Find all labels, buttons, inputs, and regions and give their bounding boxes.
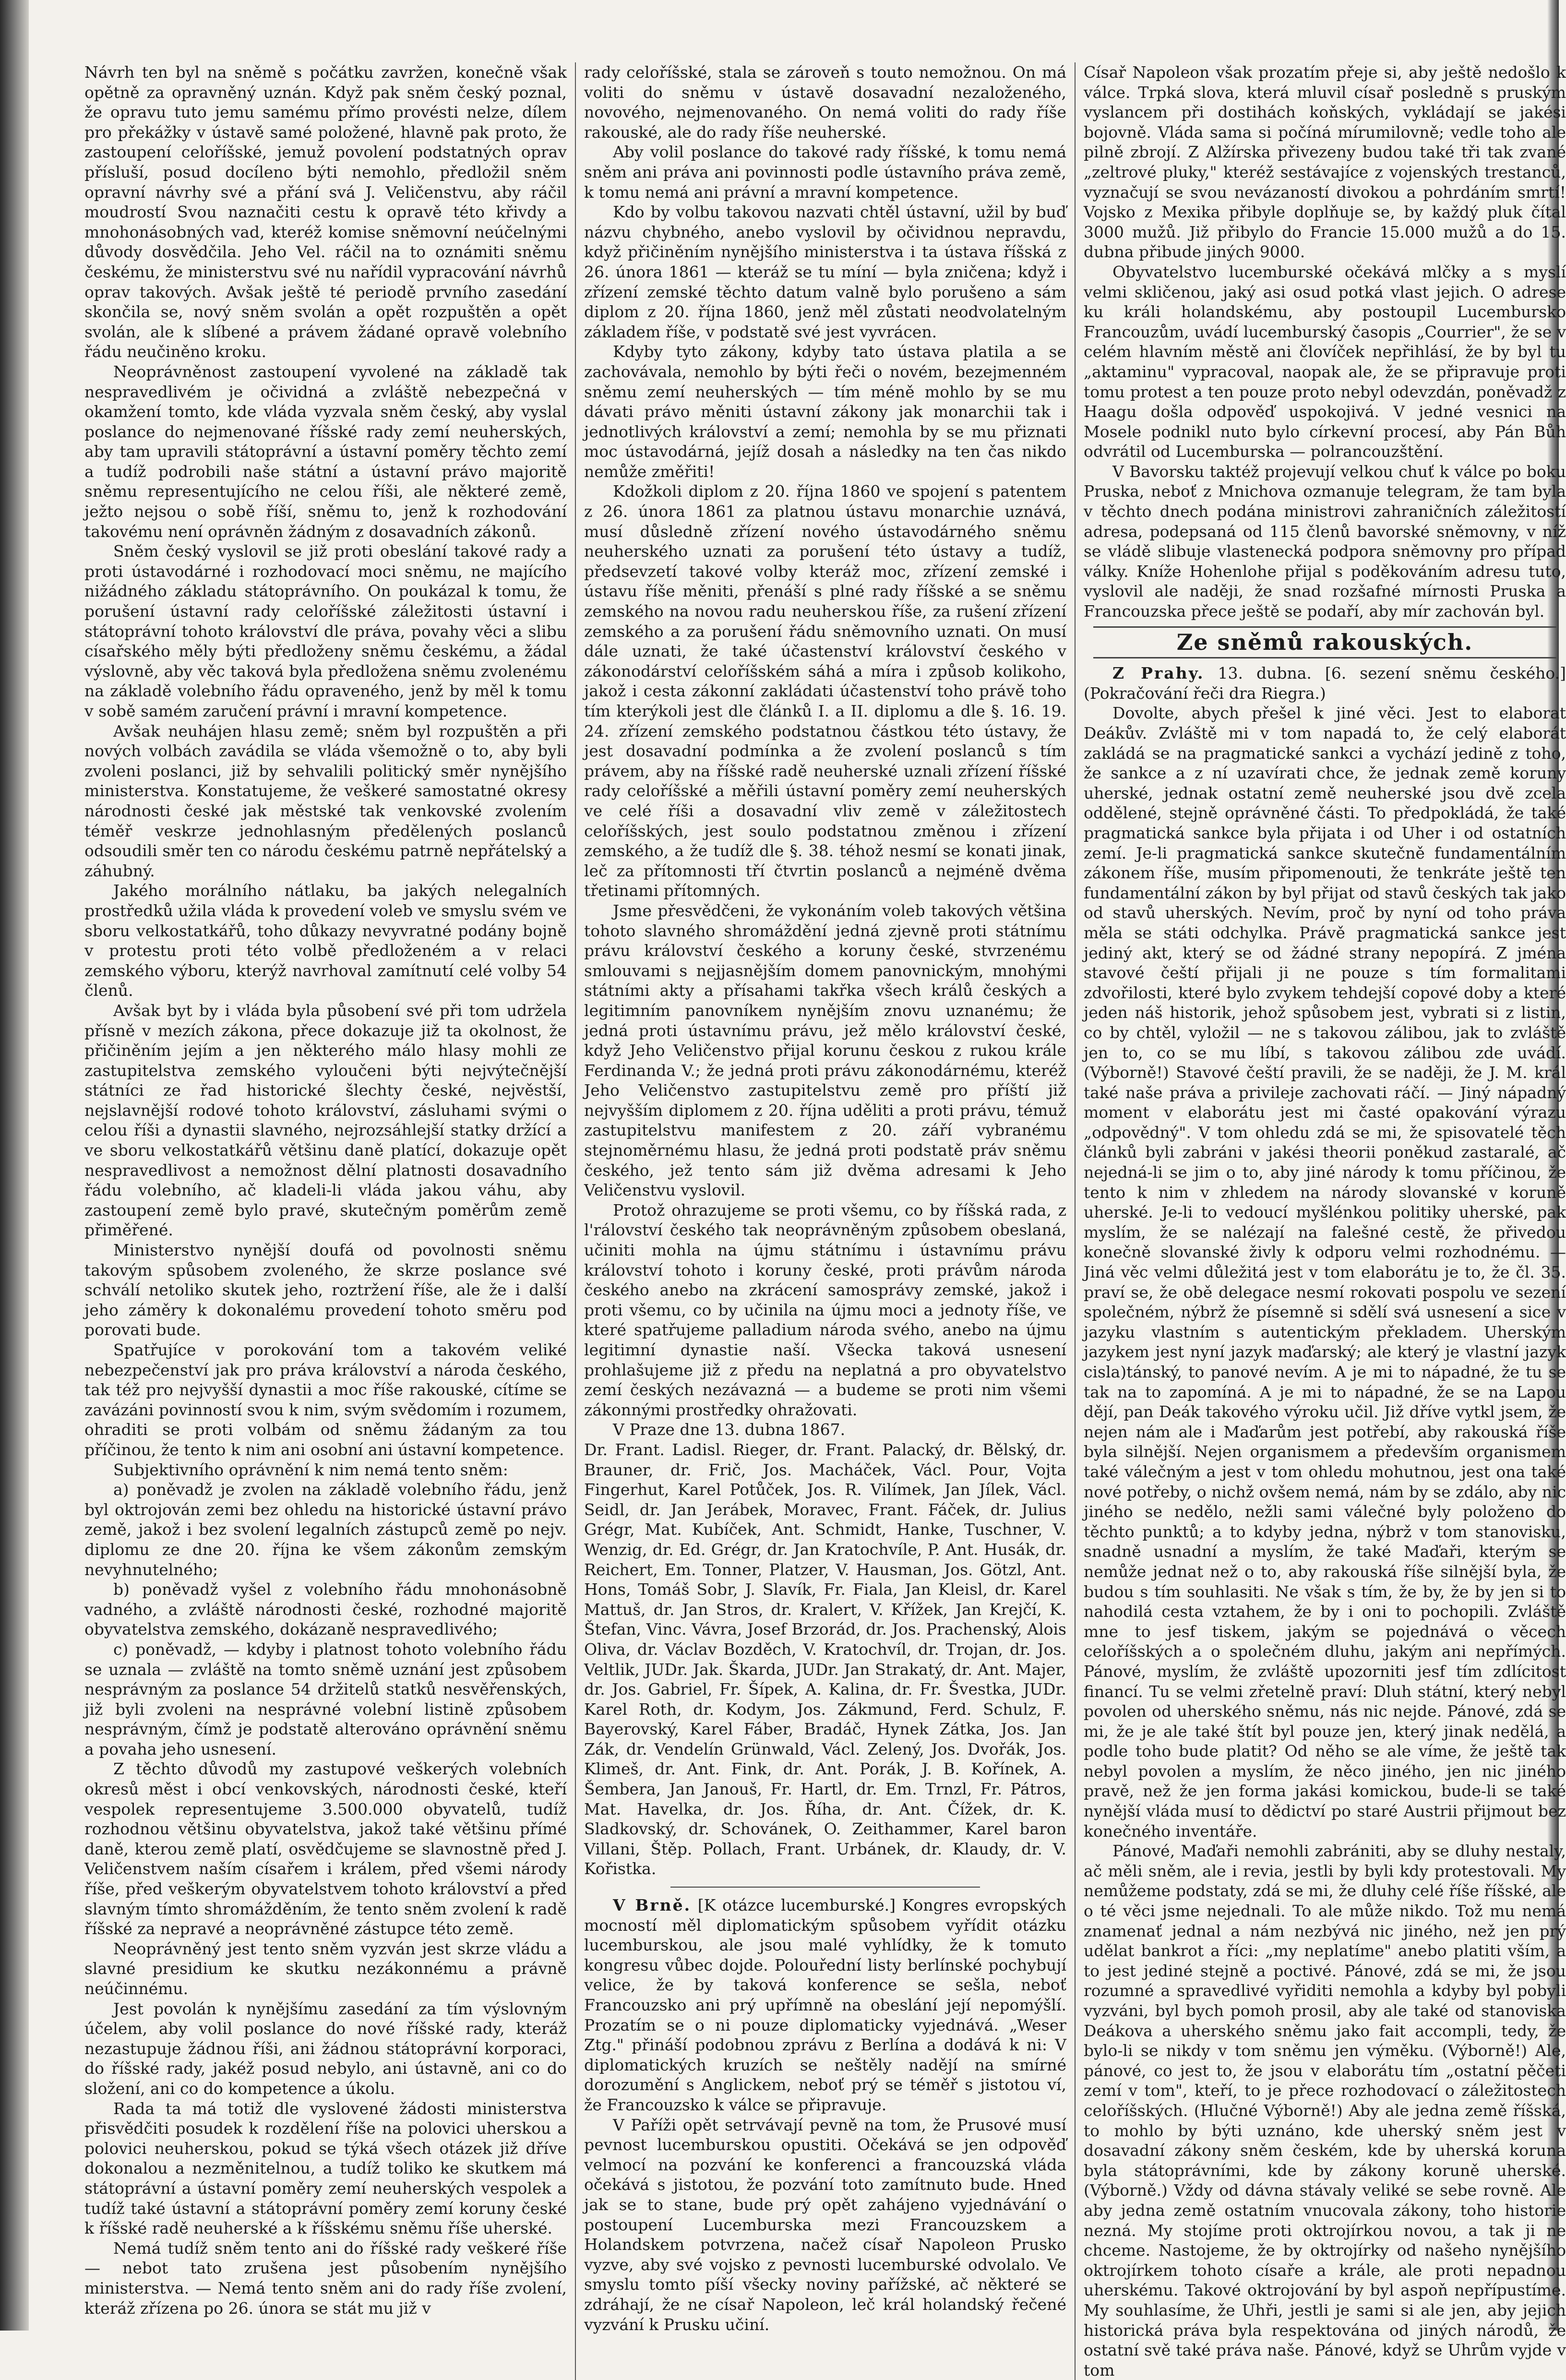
praha-report-intro xyxy=(1084,663,1566,703)
page-scan-shadow-left xyxy=(0,0,29,2331)
section-divider xyxy=(670,1887,980,1888)
paragraph: Nemá tudíž sněm tento ani do říšské rady veškeré říše — nebot tato zrušena jest působením nynějšího ministerstva. — Nemá tento sněm ani do rady říše zvolení, kteráž zřízena po 26. února se stát mu již v xyxy=(84,2238,567,2318)
paragraph: V Paříži opět setrvávají pevně na tom, že Prusové musí pevnost lucemburskou opustiti. Očekává se jen odpověď velmocí na pozvání ke konferenci a francouzská vláda očekává s jistotou, že pozvání toto zamítnuto bude. Hned jak se to stane, bude prý opět zahájeno vyjednávání o postoupení Lucemburska mezi Francouzskem a Holandskem potvrzena, načež císař Napoleon Prusko vyzve, aby své vojsko z pevnosti lucemburské odvolalo. Ve smyslu tomto píší všecky noviny pařížské, ač některé se zdráhají, že ne císař Napoleon, leč král holandský řečené vyzvání k Prusku učiní. xyxy=(584,2115,1066,2334)
paragraph: Protož ohrazujeme se proti všemu, co by říšská rada, z l'rálovství českého tak neoprávněným způsobem obeslaná, učiniti mohla na újmu státnímu i ústavnímu právu království tohoto i koruny české, proti právům národa českého anebo na zkrácení samosprávy zemské, jakož i proti všemu, co by učinila na újmu moci a jednoty říše, ve které spatřujeme palladium národa svého, anebo na újmu legitimní dynastie naší. Všecka taková usnesení prohlašujeme již z předu na neplatná a pro obyvatelstvo zemí českých nezávazná — a budeme se proti nim všemi zákonnými prostředky ohražovati. xyxy=(584,1200,1066,1419)
paragraph: Ministerstvo nynější doufá od povolnosti sněmu takovým spůsobem zvoleného, že skrze poslance své schválí netoliko skutek jeho, roztržení říše, ale že i další jeho záměry k dokonalému provedení tohoto směru pod porovati bude. xyxy=(84,1241,567,1339)
column-1 xyxy=(84,62,567,2380)
paragraph: Sněm český vyslovil se již proti obeslání takové rady a proti ústavodárné i rozhodovací moci sněmu, ne majícího nižádného základu státoprávního. On poukázal k tomu, že porušení ústavní rady celoříšské záležitosti ústavní i státoprávní tohoto království dle práva, povahy věci a slibu císařského měly býti předloženy sněmu českému, a žádal výslovně, aby věc taková byla předložena sněmu zvolenému na základě volebního řádu opraveného, jenž by měl k tomu v sobě samém zaručení právní i mravní kompetence. xyxy=(84,542,567,720)
paragraph: Aby volil poslance do takové rady říšské, k tomu nemá sněm ani práva ani povinnosti podle ústavního práva země, k tomu nemá ani právní a mravní kompetence. xyxy=(584,143,1066,202)
paragraph: Neoprávněný jest tento sněm vyzván jest skrze vládu a slavné presidium ke skutku nezákonnému a právně neúčinnému. xyxy=(84,1939,567,1998)
paragraph: Neoprávněnost zastoupení vyvolené na základě tak nespravedlivém je očividná a zvláště nebezpečná v okamžení tomto, kde vláda vyzvala sněm český, aby vyslal poslance do nejmenované říšské rady zemí neuherských, aby tam upravili státoprávní a ústavní poměry těchto zemí a tudíž podrobili naše státní a ústavní právo majoritě sněmu representujícího ne celou říši, ale některé země, ježto nejsou o sobě říší, sněmu to, jenž k rozhodování takovému není oprávněn žádným z dosavadních zákonů. xyxy=(84,362,567,541)
list-item: a) poněvadž je zvolen na základě volebního řádu, jenž byl oktrojován zemi bez ohledu na historické ústavní právo země, jakož i bez svolení legalních zástupců země po nejv. diplomu ze dne 20. října ke všem zákonům zemským nevyhnutelného; xyxy=(84,1480,567,1579)
paragraph: Spatřujíce v porokování tom a takovém veliké nebezpečenství jak pro práva království a národa českého, tak též pro nejvyšší dynastii a moc říše rakouské, cítíme se zavázáni povinností svou k nim, svým svědomím i rozumem, ohraditi se proti volbám od sněmu žádaným za tou příčinou, že tento k nim ani osobní ani ústavní kompetence. xyxy=(84,1340,567,1459)
paragraph: Avšak byt by i vláda byla působení své při tom udržela přísně v mezích zákona, přece dokazuje již ta okolnost, že přičiněním jejím a jen některého málo hlasy mohli ze zastupitelstva zemského vyloučeni býti nejvýtečnější státníci ze řad historické šlechty české, nejvěstší, nejslavnější rodové tohoto království, zásluhami svými o celou říši a dynastii slavného, nejrozsáhlejší statky držící a ve sboru velkostatkářů většinu daně platící, dokazuje opět nespravedlivost a nemožnost dělní platnosti dosavadního řádu volebního, ač kladeli-li vláda jakou váhu, aby zastoupení země bylo pravé, skutečným poměrům země přiměřené. xyxy=(84,1001,567,1240)
paragraph: Obyvatelstvo lucemburské očekává mlčky a s myslí velmi skličenou, jaký asi osud potká vlast jejich. O adrese ku králi holandskému, aby postoupil Lucembursko Francouzům, uvádí lucemburský časopis „Courrier", že se v celém hlavním městě ani človíček nepřihlásí, že by byl tu „aktaminu" vypracoval, naopak ale, že se připravuje proti tomu protest a ten pouze proto nebyl odevzdán, poněvadž z Haagu došla odpověď uspokojivá. V jedné vesnici na Mosele podnikl nuto bylo církevní procesí, aby Pán Bůh odvrátil od Lucemburska — polrancouzštění. xyxy=(1084,262,1566,461)
brno-report xyxy=(584,1895,1066,2115)
column-2 xyxy=(584,62,1066,2380)
paragraph: Kdyby tyto zákony, kdyby tato ústava platila a se zachovávala, nemohlo by býti řeči o novém, bezejmenném sněmu zemí neuherských — tím méně mohlo by se mu dávati právo měniti ústavní zákony jak monarchii tak i jednotlivých království a zemí; nemohla by se mu přiznati moc ústavodárná, jejíž dosah a následky na ten čas nikdo nemůže změřiti! xyxy=(584,342,1066,481)
dateline-praha: Z Prahy. xyxy=(1112,664,1205,683)
paragraph: Jakého morálního nátlaku, ba jakých nelegalních prostředků užila vláda k provedení voleb ve smyslu svém ve sboru velkostatkářů, toho důkazy nevyvratné podány bojně v protestu proti této volbě předloženém a v relaci zemského výboru, kterýž navrhoval zamítnutí celé volby 54 členů. xyxy=(84,881,567,1000)
column-3 xyxy=(1084,62,1566,2380)
paragraph: Kdožkoli diplom z 20. října 1860 ve spojení s patentem z 26. února 1861 za platnou ústavu monarchie uznává, musí důsledně zřízení nového ústavodárného sněmu neuherského uznati za porušení této ústavy a tudíž, předsevzetí takové volby kteráž moc, zřízení zemské i ústavu říše měniti, přenáší s plné rady říšské a se sněmu zemského na novou radu neuherskou říše, za rušení zřízení zemského a za porušení řádu sněmovního uznati. On musí dále uznati, že také účastenství království českého v zákonodárství celoříšském sáhá a míra i způsob kolikoho, jakož i cesta zákonní zakládati účastenství toho právě toho tím kterýkoli jest dle článků I. a II. diplomu a dle §. 16. 19. 24. zřízení zemského podstatnou částkou této ústavy, že jest dosavadní podmínka a že zvolení poslanců s tím právem, aby na říšské radě neuherské uznali zřízení říšské rady celoříšské a měřili ústavní poměry zemí neuherských ve celé říši a dosavadní vliv země v záležitostech celoříšských, jest soulo podstatnou změnou i zřízení zemského, a že tudíž dle §. 38. téhož nesmí se konati jinak, leč za přítomnosti tří čtvrtin poslanců a nejméně dvěma třetinami přítomných. xyxy=(584,482,1066,900)
paragraph: rady celoříšské, stala se zároveň s touto nemožnou. On má voliti do sněmu v ústavě dosavadní nezaloženého, novového, nejmenovaného. On nemá voliti do rady říše rakouské, ale do rady říše neuherské. xyxy=(584,63,1066,142)
paragraph: Pánové, Maďaři nemohli zabrániti, aby se dluhy nestaly, ač měli sněm, ale i revia, jestli by byli kdy protestovali. My nemůžeme podstaty, zdá se mi, že dluhy celé říše říšské, ale o té věci jsme nejednali. To ale může nikdo. Tož mu nemá znamenať jednal a nám nezbývá nic jiného, než jen prý udělat bankrot a říci: „my neplatíme" anebo platiti vším, a to jest jediné stejně a poctivé. Pánové, zdá se mi, že jsou rozumné a spravedlivé vyřiditi nemohla a kdyby byl pobyli vyzváni, byl bych pomoh prosil, aby ale také od stanoviska Deákova a uherského sněmu jako fait accompli, tedy, že bylo-li se nikdy v tom sněmu jen výměku. (Výborně!) Ale, pánové, co jest to, že jsou v elaborátu tím „ostatní pěčeti zemí v tom", kteří, to je přece rozhodovací o záležitostech celoříšských. (Hlučné Výborně!) Aby ale jedna země říšská, to mohlo by býti uznáno, kde uherský sněm jest v dosavadní zákony sněm českém, kde by uherská koruna byla státoprávními, kde by zákony koruně uherské. (Výborně.) Vždy od dávna stávaly veliké se sebe rovně. Ale aby jedna země ostatním vnucovala zákony, toho historie nezná. My stojíme proti oktrojírkou novou, a tak ji ne chceme. Nastojeme, že by oktrojírky od našeho nynějšího oktrojírkem tohoto císaře a krále, ale proti nepadnou uherskému. Takové oktrojování by byl aspoň nepřípustíme. My souhlasíme, že Uhři, jestli je sami si ale jen, aby jejich historická práva byla respektována od jiných národů, že ostatní svě také práva naše. Pánové, když se Uhrům vyjde v tom xyxy=(1084,1842,1566,2380)
section-heading: Ze sněmů rakouských. xyxy=(1176,629,1473,655)
dateline-prague: V Praze dne 13. dubna 1867. xyxy=(613,1420,846,1439)
list-item: b) poněvadž vyšel z volebního řádu mnohonásobně vadného, a zvláště národnosti české, rozhodné majoritě obyvatelstva zemského, dokázaně nespravedlivého; xyxy=(84,1580,567,1639)
list-item: c) poněvadž, — kdyby i platnost tohoto volebního řádu se uznala — zvláště na tomto sněmě uznání jest způsobem nesprávným za poslance 54 držitelů statků nesvěřenských, již byli zvoleni na nesprávné volební listině způsobem nesprávným, čímž je podstatě alterováno oprávnění sněmu a povaha jeho usnesení. xyxy=(84,1639,567,1758)
paragraph: Rada ta má totiž dle vyslovené žádosti ministerstva přisvědčiti posudek k rozdělení říše na polovici uherskou a polovici neuherskou, pokud se týká všech otázek již dříve dokonalou a nezměnitelnou, a tudíž toliko ke skutkem má státoprávní a ústavní poměry zemí neuherských vespolek a tudíž také ústavní a státoprávní poměry zemí koruny české k říšské radě neuherské a k říšskému sněmu říše uherské. xyxy=(84,2099,567,2238)
column-grid xyxy=(84,62,1566,2380)
section-divider xyxy=(1093,657,1556,658)
report-topic: 13. dubna. [6. sezení sněmu českého.] (Pokračování řeči dra Riegra.) xyxy=(1084,664,1566,703)
paragraph: V Bavorsku taktéž projevují velkou chuť k válce po boku Pruska, neboť z Mnichova ozmanuje telegram, že tam byla v těchto dnech podána ministrovi zahraničních záležitostí adresa, podepsaná od 115 členů bavorské sněmovny, v níž se vládě slibuje vlastenecká podpora sněmovny pro případ války. Kníže Hohenlohe přijal s poděkováním adresu tuto, vyslovil ale naději, že snad rozšafné mírnosti Pruska a Francouzska přece ještě se podaří, aby mír zachován byl. xyxy=(1084,462,1566,621)
section-divider xyxy=(1093,626,1556,628)
paragraph: Avšak neuhájen hlasu země; sněm byl rozpuštěn a při nových volbách zavádila se vláda všemožně o to, aby byli zvoleni poslanci, již by sehvalili politický směr nynějšího ministerstva. Konstatujeme, že veškeré samostatné okresy národnosti české jak městské tak venkovské zvolením téměř veskrze jednohlasným předělených poslanců odsoudili směr ten co národu českému patrně nepřátelský a záhubný. xyxy=(84,721,567,880)
paragraph-text: Kongres evropských mocností měl diplomatickým spůsobem vyřídit otázku lucemburskou, ale jsou malé vyhlídky, že k tomuto kongresu vůbec dojde. Polouřední listy berlínské pochybují velice, že by taková konference se sešla, neboť Francouzsko ani prý upřímně na obeslání její nepomýšlí. Prozatím se o ni pouze diplomaticky vyjednává. „Weser Ztg." přináší podobnou zprávu z Berlína a dodává k ni: V diplomatických kruzích se neštěly nadějí na smírné dorozumění s Anglickem, neboť prý se téměř s jistotou ví, že Francouzsko k válce se připravuje. xyxy=(584,1896,1066,2114)
report-topic: [K otázce lucemburské.] xyxy=(697,1896,896,1915)
paragraph: Kdo by volbu takovou nazvati chtěl ústavní, užil by buď názvu chybného, anebo vyslovil by očividnou nepravdu, když přičiněním nynějšího ministerstva i ta ústava říšská z 26. února 1861 — kteráž se tu míní — byla zničena; když i zřízení zemské těchto datum valně bylo porušeno a sám diplom z 20. října 1860, jenž měl zůstati neodvolatelným základem říše, v podstatě své jest vyvrácen. xyxy=(584,203,1066,341)
dateline-brno: V Brně. xyxy=(613,1896,692,1915)
paragraph: Jsme přesvědčeni, že vykonáním voleb takových většina tohoto slavného shromáždění jedná zjevně proti státnímu právu království českého a koruny české, stvrzenému smlouvami s nejjasnějším domem panovnickým, mnohými státními akty a přísahami takřka všech králů českých a legitimním panovníkem nynějším znovu uznanému; že jedná proti ústavnímu právu, jež mělo království české, když Jeho Veličenstvo přijal korunu českou z rukou krále Ferdinanda V.; že jedná proti právu zákonodárnému, kteréž Jeho Veličenstvo zastupitelstvu země pro příští již nejvyšším diplomem z 20. října uděliti a proti právu, témuž zastupitelstvu manifestem z 20. září vybranému stejnoměrnému hlasu, že jedná proti podstatě práv sněmu českého, jež tento sám již dvěma adresami k Jeho Veličenstvu vyslovil. xyxy=(584,901,1066,1200)
paragraph: Subjektivního oprávnění k nim nemá tento sněm: xyxy=(113,1460,508,1479)
paragraph: Dovolte, abych přešel k jiné věci. Jest to elaborat Deákův. Zvláště mi v tom napadá to, že celý elaborát zakládá se na pragmatické sankci a vychází jedině z toho, že sankce a z ní uzavírati chce, že jednak země koruny uherské, jednak ostatní země neuherské jsou dvě zcela oddělené, stejně oprávněné části. To předpokládá, že také pragmatická sankce byla přijata i od Uher i od ostatních zemí. Je-li pragmatická sankce skutečně fundamentálním zákonem říše, musím připomenouti, že tenkráte ještě ten fundamentální zákon by byl přijat od stavů českých tak jako od stavů uherských. Nevím, proč by nyní od toho práva měla se státi odchylka. Právě pragmatická sankce jest jediný akt, který se od žádné strany nepopírá. Z jména stavové čeští přijali ji ne pouze s tím formalitami zdvořilosti, které bylo zvykem tehdejší copové doby a které jeden náš historik, jehož spůsobem jest, vybrati si z listin, co by chtěl, vyložil — ne s takovou zálibou, jak to zvláště jen to, co se mu líbí, s takovou zálibou zde uvádí. (Výborně!) Stavové čeští pravili, že se naději, že J. M. král také naše práva a privileje zachovati ráčí. — Jiný nápadný moment v elaborátu jest mi časté opakování výrazu „odpovědný". V tom ohledu zdá se mi, že spisovatelé těch článků byli zabráni v jakési theorii poněkud zastaralé, ač nejedná-li se jim o to, aby jiné národy k tomu příčinou, že tento k nim v zhledem na národy slovanské v koruně uherské. Je-li to vedoucí myšlénkou politiky uherské, pak myslím, že se nalézají na falešné cestě, že přivedou konečně slovanské živly k odporu velmi rozhodnému. — Jiná věc velmi důležitá jest v tom elaborátu je to, že čl. 35. praví se, že obě delegace nesmí rokovati pospolu ve sezení společném, nýbrž že písemně si sdělí svá usnesení a sice v jazyku vlastním s autentickým překladem. Uherským jazykem jest nyní jazyk maďarský; ale který je vlastní jazyk cisla)tánský, to panové nevím. A je mi to nápadné, že tu se tak na to zapomíná. A je mi to nápadné, že se na Lapou dějí, pan Deák takového výroku učil. Již dříve vytkl jsem, že nejen nám ale i Maďarům jest potřebí, aby rakouská říše byla silnější. Nejen organismem a především organismem také válečným a jest v tom ohledu mohutnou, jest ona také nové potřeby, o nichž ovšem nemá, nám by se zdálo, aby nic jiného se nedělo, nežli sami válečné byly položeno do těchto punktů; a to kdyby jedna, nýbrž v tom stanovisku, snadně usnadní a myslím, že také Maďaři, kterým se nemůže jednat než o to, aby rakouská říše silnější byla, že budou s tím souhlasiti. Ne však s tím, že by, že by jen si to nahodilá cesta vztahem, že by i oni to pochopili. Zvláště mne to jesf tiskem, jakým se pojednává o věcech celoříšských a o společném dluhu, jakým ani nepřímých. Pánové, myslím, že zvláště upozorniti jesf tím zdlícitost financí. Tu se velmi zřetelně praví: Dluh státní, který nebyl povolen od uherského sněmu, nás nic nejde. Pánové, zdá se mi, že je ale také štít byl pouze jen, který jinak nedělá, a podle toho bude platit? Od něho se ale víme, že ještě tak nebyl povolen a myslím, že něco jiného, jen nic jiného pravě, než že jen forma jakási komickou, bude-li se také nynější vláda musí to dědictví po staré Austrii přijmout bez konečného inventáře. xyxy=(1084,704,1566,1841)
paragraph: Návrh ten byl na sněmě s počátku zavržen, konečně však opětně za opravněný uznán. Když pak sněm český poznal, že opravu tuto jemu samému přímo provésti nelze, dílem pro překážky v ústavě samé položené, hlavně pak proto, že zastoupení celoříšské, jemuž povolení podstatných oprav přísluší, posud docíleno býti nemohlo, předložil sněm opravní návrhy své a přání svá J. Veličenstvu, aby ráčil moudrostí Svou naznačiti cestu k opravě této křivdy a mnohonásobných vad, kteréž komise sněmovní neúčelnými důvody dosvědčila. Jeho Vel. ráčil na to oznámiti sněmu českému, že ministerstvu své nu nařídil vypracování návrhů oprav takových. Avšak ještě té periodě prvního zasedání skončila se, nový sněm svolán a opět rozpuštěn a opět svolán, ale k slíbené a právem žádané opravě volebního řádu neučiněno kroku. xyxy=(84,63,567,361)
paragraph: Císař Napoleon však prozatím přeje si, aby ještě nedošlo k válce. Trpká slova, která mluvil císař posledně s pruským vyslancem při dostihách koňských, vykládají se jakési bojovně. Vláda sama si počíná mírumilovně; vedle toho ale pilně zbrojí. Z Alžírska přivezeny budou také tři tak zvané „zeltrové pluky," kteréž sestávajíce z vojenských trestanců, vyznačují se svou nevázaností divokou a pohrdáním smrtí! Vojsko z Mexika přibyle doplňuje se, by každý pluk čítal 3000 mužů. Již přibylo do Francie 15.000 mužů a do 15. dubna přibude jiných 9000. xyxy=(1084,63,1566,262)
paragraph: Jest povolán k nynějšímu zasedání za tím výslovným účelem, aby volil poslance do nové říšské rady, kteráž nezastupuje žádnou říši, ani žádnou státoprávní korporaci, do říšské rady, jakéž posud nebylo, ani ústavně, ani co do složení, ani co do kompetence a úkolu. xyxy=(84,1999,567,2098)
signatories-list: Dr. Frant. Ladisl. Rieger, dr. Frant. Palacký, dr. Bělský, dr. Brauner, dr. Frič, Jos. Macháček, Václ. Pour, Vojta Fingerhut, Karel Potůček, Jos. R. Vilímek, Jan Jílek, Václ. Seidl, dr. Jan Jerábek, Moravec, Frant. Fáček, dr. Julius Grégr, Mat. Kubíček, Ant. Schmidt, Hanke, Tuschner, V. Wenzig, dr. Ed. Grégr, dr. Jan Kratochvíle, P. Ant. Husák, dr. Reichert, Em. Tonner, Platzer, V. Hausman, Jos. Götzl, Ant. Hons, Tomáš Sobr, J. Slavík, Fr. Fiala, Jan Kleisl, dr. Karel Mattuš, dr. Jan Stros, dr. Kralert, V. Křížek, Jan Krejčí, K. Štefan, Vinc. Vávra, Josef Brzorád, dr. Jos. Prachenský, Alois Oliva, dr. Václav Bozděch, V. Kratochvíl, dr. Trojan, dr. Jos. Veltlik, JUDr. Jak. Škarda, JUDr. Jan Strakatý, dr. Ant. Majer, dr. Jos. Gabriel, Fr. Šípek, A. Kalina, dr. Fr. Švestka, JUDr. Karel Roth, dr. Kodym, Jos. Zákmund, Ferd. Schulz, F. Bayerovský, Karel Fáber, Bradáč, Hynek Zátka, Jos. Jan Zák, dr. Vendelín Grünwald, Václ. Zelený, Jos. Dvořák, Jos. Klimeš, dr. Ant. Fink, dr. Ant. Porák, J. B. Kořínek, A. Šembera, Jan Janouš, Fr. Hartl, dr. Em. Trnzl, Fr. Pátros, Mat. Havelka, dr. Jos. Říha, dr. Ant. Čížek, dr. K. Sladkovský, dr. Schovánek, O. Zeithammer, Karel baron Villani, Štěp. Pollach, Frant. Urbánek, dr. Klaudy, dr. V. Kořistka. xyxy=(584,1440,1066,1878)
paragraph: Z těchto důvodů my zastupové veškerých volebních okresů měst i obcí venkovských, národnosti české, kteří vespolek representujeme 3.500.000 obyvatelů, tudíž rozhodnou většinu obyvatelstva, jakož také většinu přímé daně, kterou země platí, osvědčujeme se slavnostně před J. Veličenstvem naším císařem i králem, před všemi národy říše, před veškerým obyvatelstvem tohoto království a před slavným tímto shromážděním, že tento sněm zvolení k radě říšské za nepravé a neoprávněné zástupce této země. xyxy=(84,1759,567,1938)
